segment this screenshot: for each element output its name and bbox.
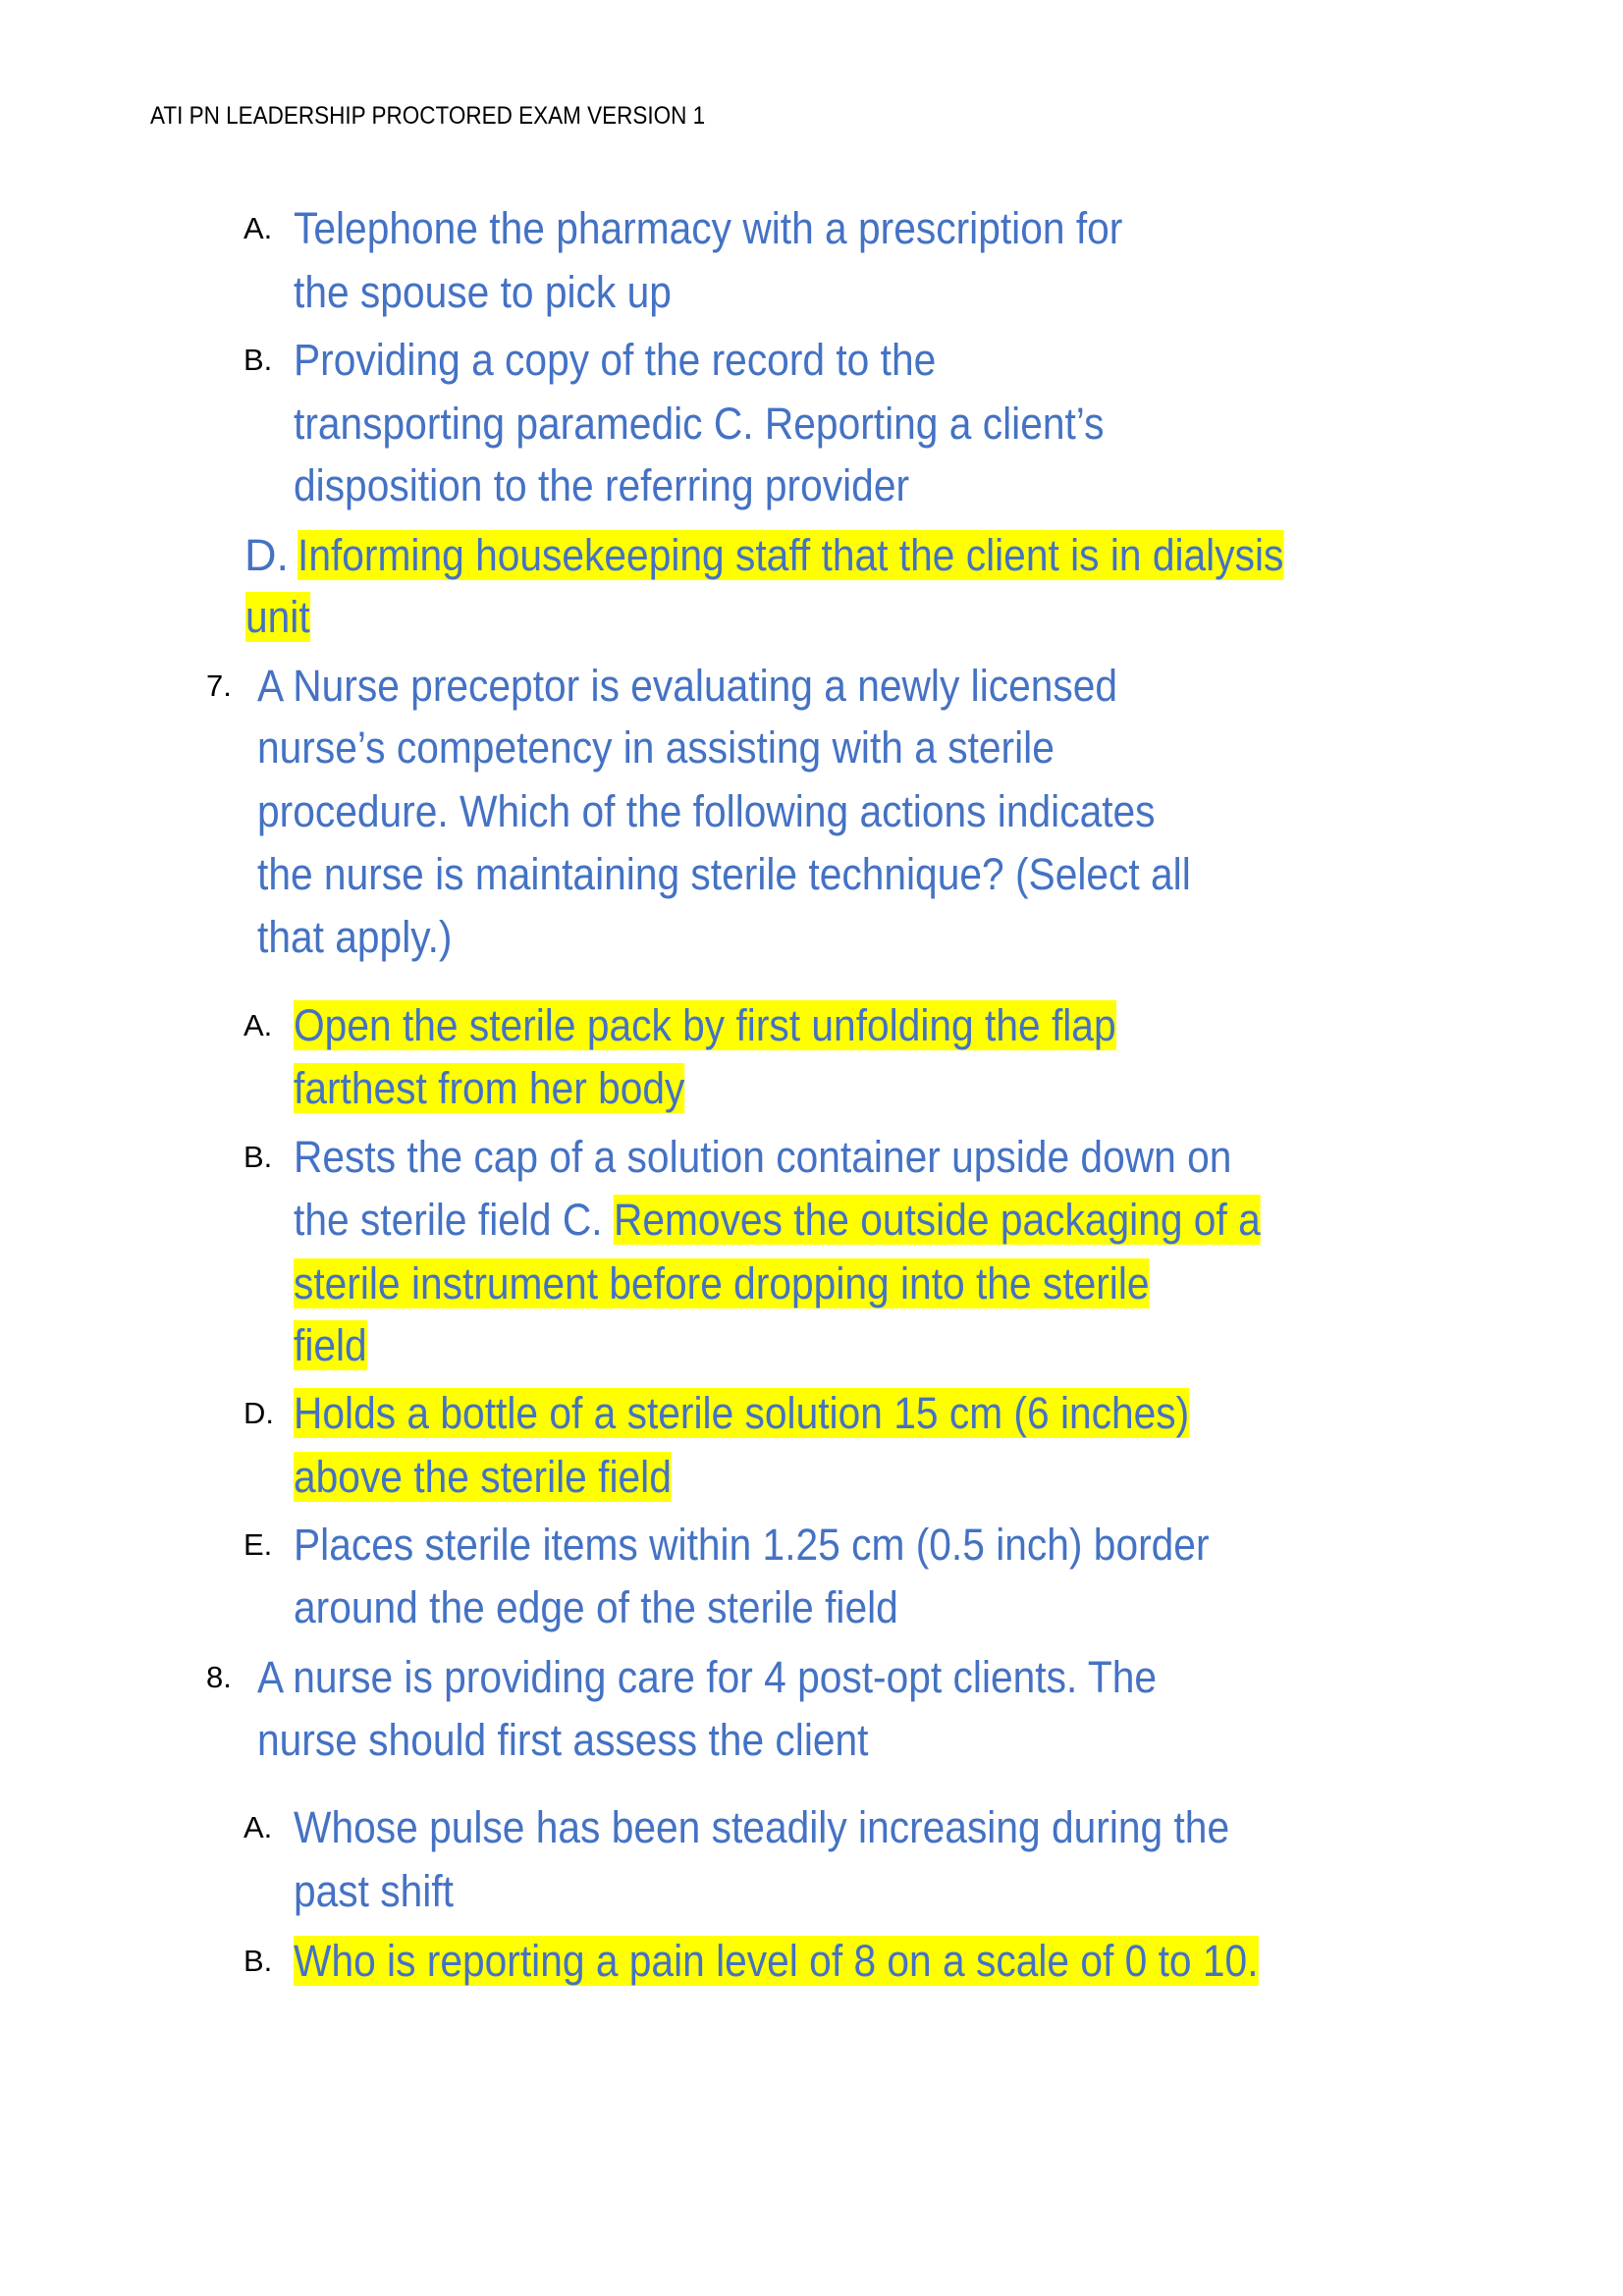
highlighted-answer-text: Open the sterile pack by first unfolding the flap: [294, 1000, 1116, 1050]
text-segment: Providing a copy of the record to the: [294, 335, 937, 385]
option-letter: A.: [243, 1810, 273, 1844]
question-number: 8.: [206, 1660, 232, 1694]
text-segment: disposition to the referring provider: [294, 460, 910, 510]
option-text-line: [294, 1800, 1229, 1855]
highlighted-answer-text: Holds a bottle of a sterile solution 15 cm (6 inches): [294, 1388, 1190, 1438]
option-text-line: [294, 265, 672, 320]
highlighted-answer-text: Who is reporting a pain level of 8 on a scale of 0 to 10.: [294, 1936, 1259, 1986]
question-number: 7.: [206, 668, 232, 703]
text-segment: the spouse to pick up: [294, 267, 672, 317]
text-segment: nurse should first assess the client: [257, 1715, 869, 1765]
option-letter: D.: [244, 530, 289, 580]
text-segment: Places sterile items within 1.25 cm (0.5 inch) border: [294, 1520, 1210, 1570]
highlighted-answer-text: Removes the outside packaging of a: [613, 1195, 1261, 1245]
text-segment: the nurse is maintaining sterile technique? (Select all: [257, 849, 1191, 899]
option-letter: A.: [243, 211, 273, 245]
question-text-line: [257, 1713, 868, 1768]
text-segment: that apply.): [257, 912, 453, 962]
option-text-line: [294, 1318, 367, 1373]
highlighted-answer-text: above the sterile field: [294, 1452, 672, 1502]
option-text-line: [294, 1256, 1150, 1311]
page-header: ATI PN LEADERSHIP PROCTORED EXAM VERSION 1: [150, 102, 706, 130]
option-text-line: [294, 1450, 672, 1505]
option-text-line: [294, 458, 909, 513]
option-text-line: [245, 590, 310, 645]
option-text-line: [294, 1061, 684, 1116]
question-text-line: [257, 784, 1156, 839]
text-segment: Whose pulse has been steadily increasing during the: [294, 1802, 1230, 1852]
option-text-line: [294, 998, 1116, 1053]
highlighted-answer-text: Informing housekeeping staff that the client is in dialysis: [298, 530, 1284, 580]
option-text-line: [294, 1518, 1210, 1573]
option-letter: B.: [243, 1944, 273, 1978]
highlighted-answer-text: sterile instrument before dropping into the sterile: [294, 1258, 1150, 1308]
option-text-line: [294, 1934, 1259, 1989]
text-segment: the sterile field C.: [294, 1195, 614, 1245]
option-text-line: [294, 397, 1104, 452]
question-text-line: [257, 659, 1117, 714]
text-segment: around the edge of the sterile field: [294, 1582, 898, 1632]
text-segment: procedure. Which of the following actions indicates: [257, 786, 1156, 836]
text-segment: A Nurse preceptor is evaluating a newly licensed: [257, 661, 1118, 711]
option-text-line: [294, 1864, 454, 1919]
text-segment: nurse’s competency in assisting with a sterile: [257, 722, 1055, 773]
option-letter: E.: [243, 1527, 273, 1562]
highlighted-answer-text: farthest from her body: [294, 1063, 685, 1113]
option-text-line: [294, 201, 1122, 256]
highlighted-answer-text: field: [294, 1320, 367, 1370]
text-segment: Rests the cap of a solution container upside down on: [294, 1132, 1232, 1182]
highlighted-answer-text: unit: [245, 592, 310, 642]
option-text-line: [294, 1193, 1261, 1248]
option-text-line: [294, 1386, 1189, 1441]
option-text-line: [298, 528, 1283, 583]
question-text-line: [257, 1650, 1157, 1705]
option-text-line: [294, 333, 936, 388]
option-letter: A.: [243, 1008, 273, 1042]
option-letter: D.: [243, 1396, 274, 1430]
question-text-line: [257, 721, 1055, 775]
text-segment: past shift: [294, 1866, 454, 1916]
option-text-line: [294, 1580, 898, 1635]
option-letter: B.: [243, 1140, 273, 1174]
text-segment: A nurse is providing care for 4 post-opt clients. The: [257, 1652, 1158, 1702]
text-segment: Telephone the pharmacy with a prescription for: [294, 203, 1123, 253]
option-letter: B.: [243, 343, 273, 377]
question-text-line: [257, 847, 1191, 902]
option-text-line: [294, 1130, 1231, 1185]
text-segment: transporting paramedic C. Reporting a client’s: [294, 399, 1105, 449]
question-text-line: [257, 910, 452, 965]
